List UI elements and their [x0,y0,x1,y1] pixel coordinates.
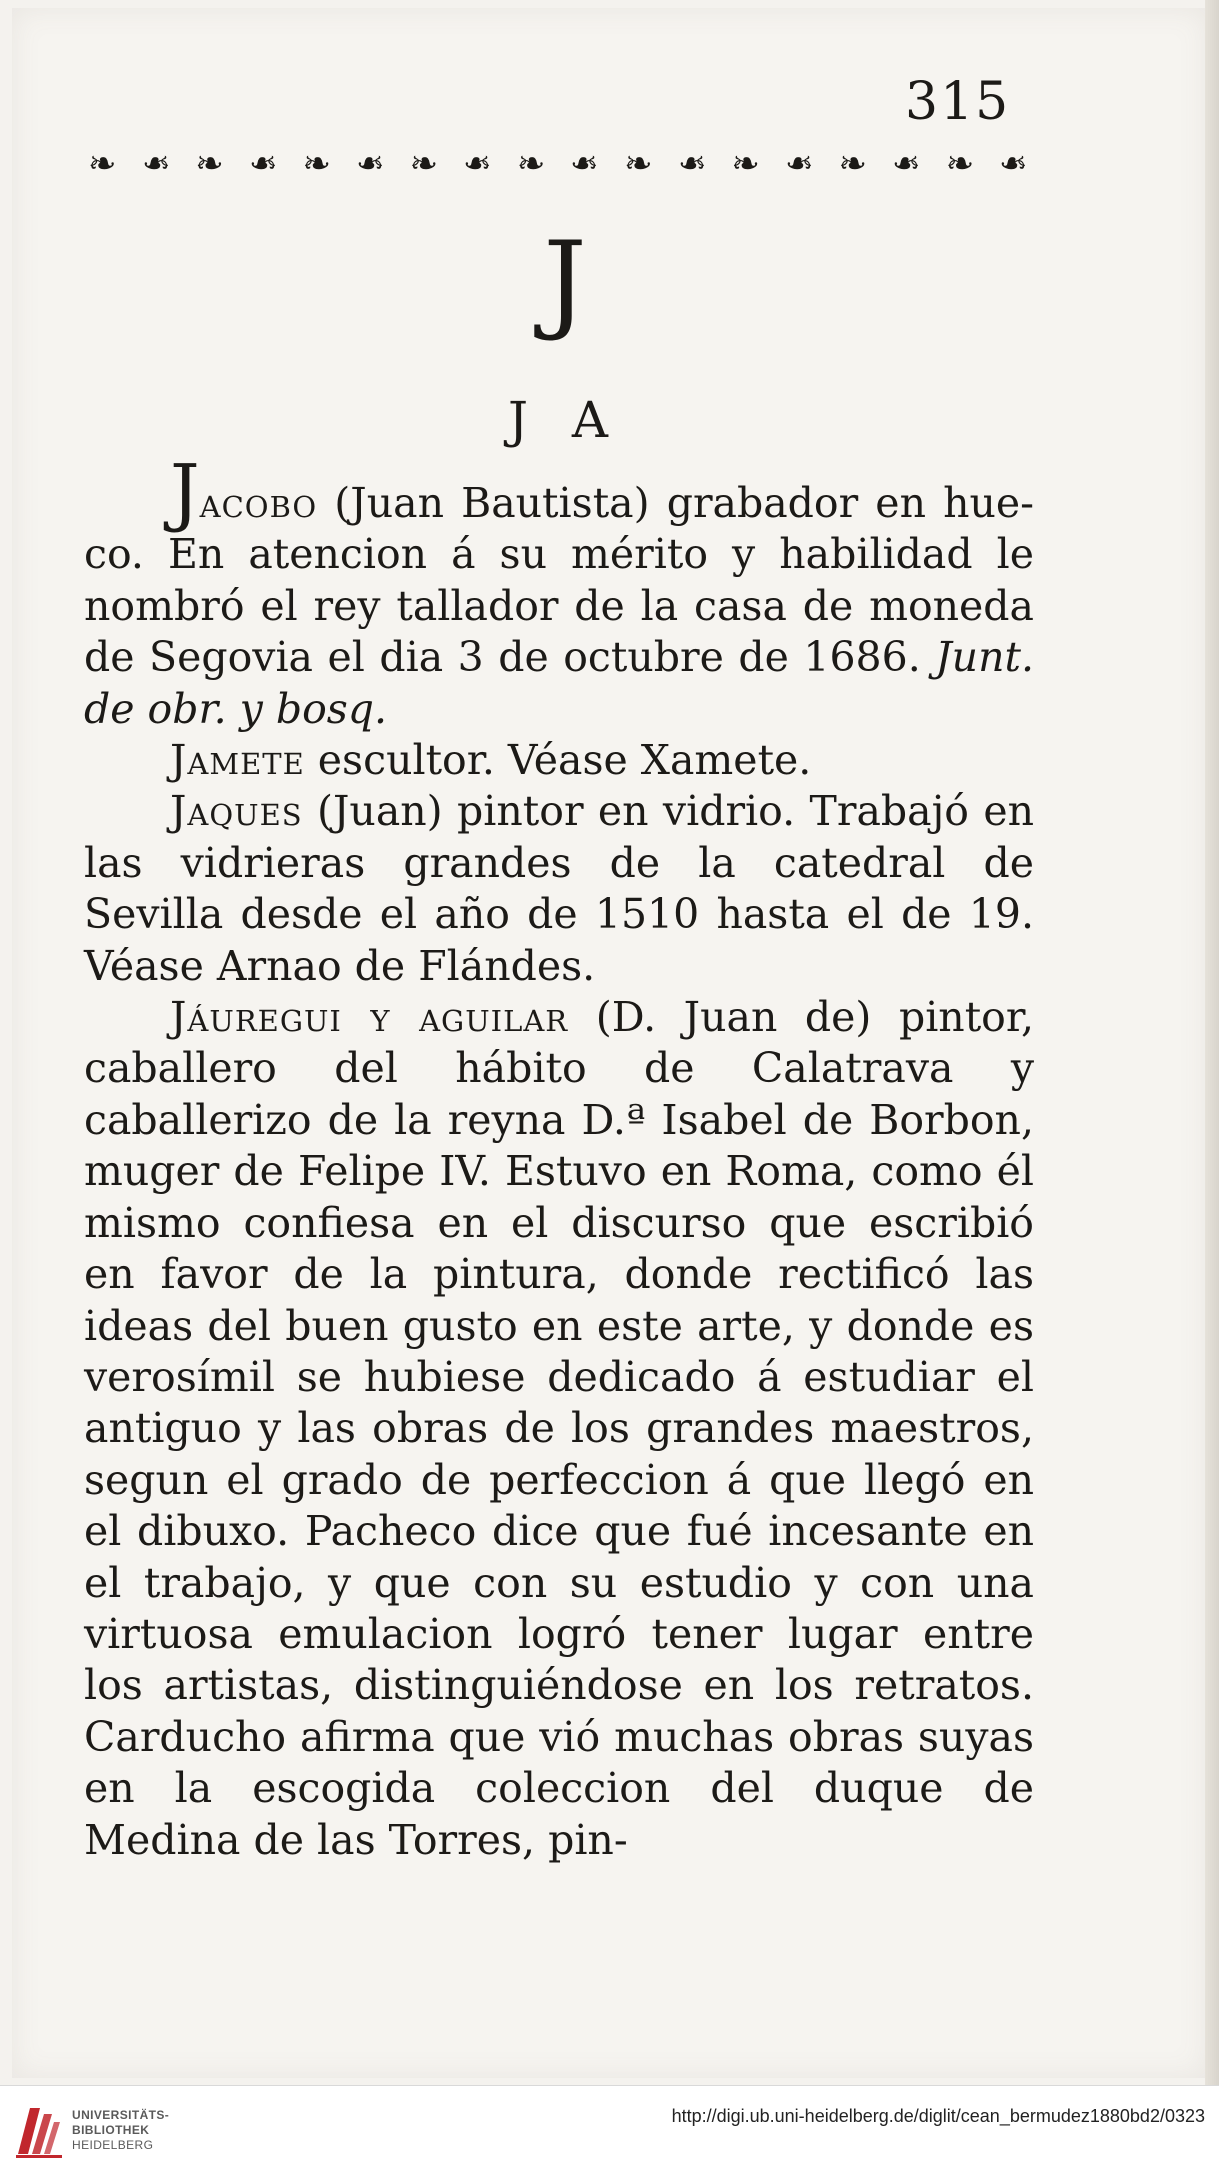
entry-jacobo [84,449,1034,735]
fleuron-ornament-icon: ❧ [677,148,707,180]
entry-headword: acobo [199,479,318,527]
fleuron-ornament-icon: ❧ [248,148,278,180]
fleuron-ornament-icon: ❧ [463,148,492,180]
university-library-logo-icon[interactable] [12,2100,66,2162]
source-url-link[interactable]: http://digi.ub.uni-heidelberg.de/diglit/cean_bermudez1880bd2/0323 [671,2106,1205,2126]
institution-name-line1: UNIVERSITÄTS- [72,2108,170,2122]
entry-reference: Junt. de obr. y bosq. [84,633,1034,733]
entry-text: (D. Juan de) pintor, caballero del hábito de Calatrava y caballerizo de la reyna D.ª Isabel de Borbon, muger de Felipe IV. Estuvo en Roma, como él mismo confiesa en el discurso que escribió en favor de la pintura, donde rectificó las ideas del buen gusto en este arte, y donde es verosímil se hubiese dedicado á estudiar el antiguo y las obras de los grandes maestros, segun el grado de perfeccion á que llegó en el dibuxo. Pacheco dice que fué incesante en el trabajo, y que con su estudio y con una virtuosa emulacion logró tener lugar entre los artistas, distinguiéndose en los retratos. Carducho afirma que vió muchas obras suyas en la escogida coleccion del duque de Medina de las Torres, pin- [84,993,1034,1864]
fleuron-ornament-icon: ❧ [141,148,171,180]
entries-body [84,449,1034,1866]
page-edge [1205,0,1219,2085]
fleuron-ornament-icon: ❧ [838,148,868,180]
institution-name-line2: BIBLIOTHEK [72,2123,150,2137]
subsection-heading: J A [507,391,623,449]
entry-jaques [84,786,1034,992]
entry-jamete [84,735,1034,786]
fleuron-ornament-icon: ❧ [195,148,224,180]
entry-headword: Jaques [170,787,303,836]
fleuron-ornament-icon: ❧ [570,148,599,180]
fleuron-ornament-icon: ❧ [624,148,653,180]
entry-text: (Juan) pintor en vidrio. Trabajó en las vidrieras grandes de la catedral de Sevilla desde el año de 1510 hasta el de 19. Véase Arnao de Flándes. [84,787,1034,990]
drop-initial: J [170,449,200,535]
fleuron-ornament-icon: ❧ [731,148,760,180]
section-heading: J [543,219,587,344]
fleuron-ornament-icon: ❧ [892,148,921,180]
entry-text: (Juan Bautista) grabador en hue-co. En atencion á su mérito y habilidad le nombró el rey tallador de la casa de moneda de Segovia el dia 3 de octubre de 1686. [84,479,1034,682]
ornament-rule [88,148,1028,180]
fleuron-ornament-icon: ❧ [516,148,546,180]
fleuron-ornament-icon: ❧ [88,148,117,180]
entry-headword: Jáuregui y aguilar [170,993,569,1042]
entry-text: escultor. Véase Xamete. [304,736,812,785]
fleuron-ornament-icon: ❧ [302,148,331,180]
page-number: 315 [905,72,1011,132]
entry-headword: Jamete [170,736,305,785]
fleuron-ornament-icon: ❧ [945,148,975,180]
institution-name-line3: HEIDELBERG [72,2138,154,2152]
fleuron-ornament-icon: ❧ [784,148,814,180]
viewer-footer [0,2085,1219,2174]
fleuron-ornament-icon: ❧ [356,148,385,180]
fleuron-ornament-icon: ❧ [999,148,1028,180]
entry-jauregui [84,992,1034,1866]
fleuron-ornament-icon: ❧ [409,148,439,180]
